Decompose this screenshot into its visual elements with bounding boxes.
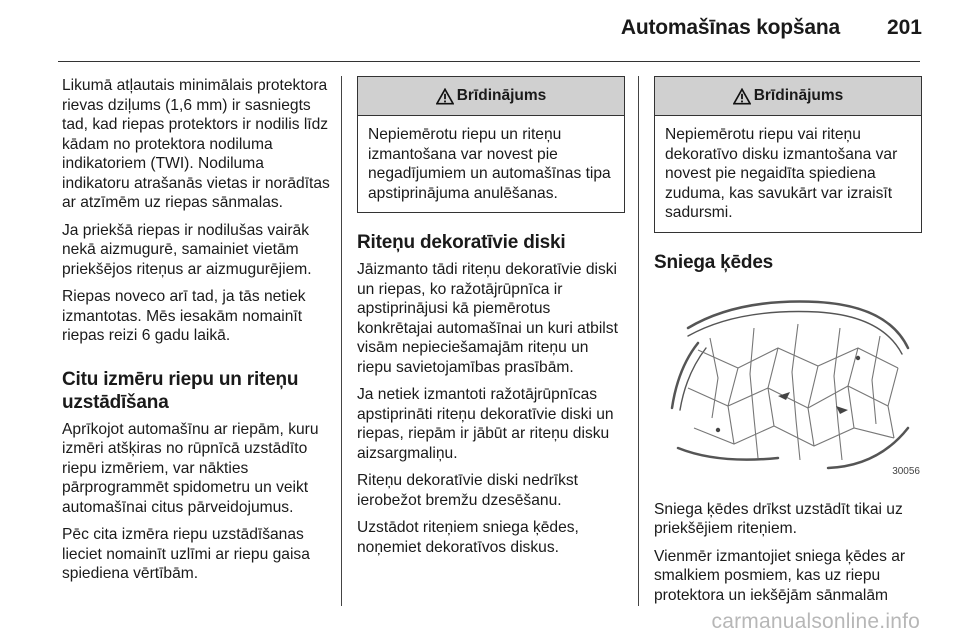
page-header	[0, 0, 960, 62]
header-rule	[58, 61, 920, 62]
page-title: Automašīnas kopšana	[620, 16, 840, 39]
warning-box	[357, 76, 625, 213]
warning-title: Brīdinājums	[753, 87, 844, 105]
section-heading: Sniega ķēdes	[654, 251, 774, 273]
paragraph: Aprīkojot automašīnu ar riepām, kuru izmēri atšķiras no rūpnīcā uzstādīto riepu izmēriem, var nākties pārprogrammēt spidometru un veikt automašīnai citus pārveidojumus.	[62, 420, 319, 516]
paragraph: Jāizmanto tādi riteņu dekoratīvie diski un riepas, ko ražotājrūpnīca ir apstiprinājusi kā piemērotus konkrētajai automašīnai un kuri atbilst visām nepieciešamajām riteņu un riepu savietojamības prasībām.	[357, 261, 618, 376]
warning-title: Brīdinājums	[456, 87, 547, 105]
paragraph: Vienmēr izmantojiet sniega ķēdes ar smalkiem posmiem, kas uz riepu protektora un iekšējām sānmalām	[654, 547, 906, 604]
paragraph: Uzstādot riteņiem sniega ķēdes, noņemiet dekoratīvos diskus.	[357, 519, 579, 556]
warning-header	[358, 77, 624, 116]
column-3	[654, 76, 922, 613]
warning-box	[654, 76, 922, 233]
paragraph: Riepas noveco arī tad, ja tās netiek izmantotas. Mēs iesakām nomainīt riepas reizi 6 gadu laikā.	[62, 288, 306, 344]
section-heading: Riteņu dekoratīvie diski	[357, 232, 566, 253]
column-1	[62, 76, 334, 592]
figure-number: 30056	[892, 466, 920, 477]
column-divider	[341, 76, 342, 606]
snow-chain-icon	[658, 288, 922, 484]
column-2	[357, 76, 625, 565]
paragraph: Pēc cita izmēra riepu uzstādīšanas lieciet nomainīt uzlīmi ar riepu gaisa spiediena vērtībām.	[62, 526, 310, 582]
section-heading: Citu izmēru riepu un riteņu uzstādīšana	[62, 368, 299, 413]
warning-triangle-icon	[733, 88, 751, 105]
warning-triangle-icon	[436, 88, 454, 105]
page-number: 201	[886, 16, 922, 39]
watermark: carmanualsonline.info	[711, 610, 920, 633]
warning-text: Nepiemērotu riepu vai riteņu dekoratīvo disku izmantošana var novest pie negaidīta spiediena zuduma, kas savukārt var izraisīt sadursmi.	[665, 126, 898, 221]
warning-text: Nepiemērotu riepu un riteņu izmantošana var novest pie negadījumiem un automašīnas tipa apstiprinājuma anulēšanas.	[368, 126, 611, 202]
paragraph: Ja netiek izmantoti ražotājrūpnīcas apstiprināti riteņu dekoratīvie diski un riepas, riepām ir jābūt ar riteņu disku aizsargmaliņu.	[357, 386, 614, 462]
warning-header	[655, 77, 921, 116]
column-divider	[638, 76, 639, 606]
paragraph: Riteņu dekoratīvie diski nedrīkst ierobežot bremžu dzesēšanu.	[357, 472, 579, 509]
paragraph: Likumā atļautais minimālais protektora rievas dziļums (1,6 mm) ir sasniegts tad, kad riepas protektors ir nodilis līdz kādam no protektora nodiluma indikatoriem (TWI). Nodiluma indikatoru atrašanās vietas ir norādītas ar atzīmēm uz riepas sānmalas.	[62, 77, 330, 211]
snow-chain-illustration	[658, 288, 922, 484]
paragraph: Sniega ķēdes drīkst uzstādīt tikai uz priekšējiem riteņiem.	[654, 500, 903, 537]
paragraph: Ja priekšā riepas ir nodilušas vairāk nekā aizmugurē, samainiet vietām priekšējos riteņus ar aizmugurējiem.	[62, 221, 312, 278]
